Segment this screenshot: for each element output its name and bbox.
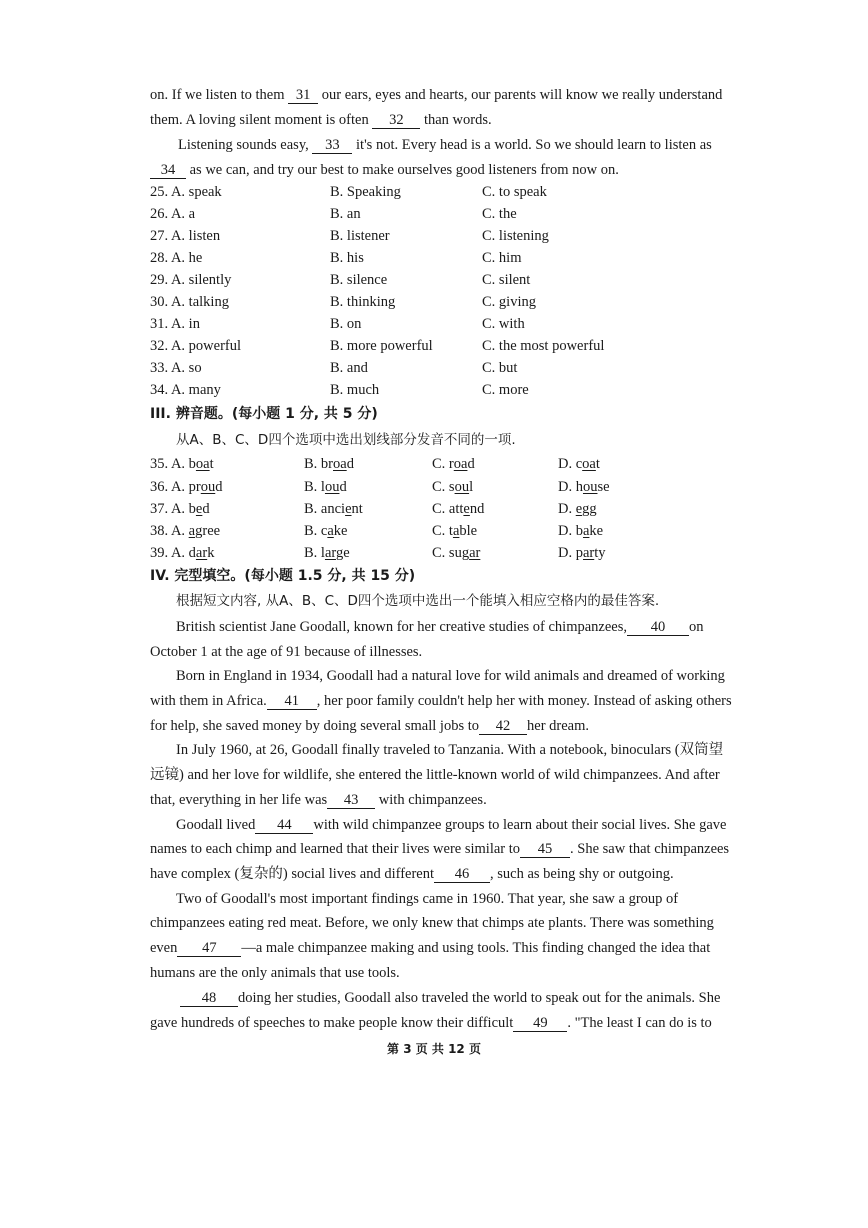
- option-c[interactable]: C. listening: [482, 228, 549, 244]
- option-a[interactable]: 38. A. agree: [150, 523, 221, 539]
- blank-47[interactable]: 47: [177, 940, 241, 957]
- blank-49[interactable]: 49: [513, 1015, 567, 1032]
- option-c[interactable]: C. attend: [432, 501, 485, 517]
- passage-line: names to each chimp and learned that their lives were similar to 45 . She saw that chimpanzees: [150, 841, 730, 857]
- option-d[interactable]: D. coat: [558, 456, 600, 472]
- option-d[interactable]: D. egg: [558, 501, 597, 517]
- option-c[interactable]: C. more: [482, 382, 529, 398]
- option-c[interactable]: C. him: [482, 250, 522, 266]
- option-b[interactable]: B. an: [330, 206, 361, 222]
- section-title: III. 辨音题。(每小题 1 分, 共 5 分): [150, 406, 378, 422]
- passage-line: Two of Goodall's most important findings came in 1960. That year, she saw a group of: [176, 891, 679, 907]
- blank-34[interactable]: 34: [150, 162, 186, 179]
- option-a[interactable]: 30. A. talking: [150, 294, 229, 310]
- passage-line: on. If we listen to them 31 our ears, eyes and hearts, our parents will know we really understand: [150, 87, 723, 103]
- option-c[interactable]: C. but: [482, 360, 518, 376]
- passage-line: for help, she saved money by doing several small jobs to 42 her dream.: [150, 718, 590, 734]
- option-c[interactable]: C. to speak: [482, 184, 547, 200]
- option-a[interactable]: 35. A. boat: [150, 456, 214, 472]
- blank-33[interactable]: 33: [312, 137, 352, 154]
- option-a[interactable]: 25. A. speak: [150, 184, 222, 200]
- option-b[interactable]: B. cake: [304, 523, 348, 539]
- passage-line: Goodall lived 44 with wild chimpanzee groups to learn about their social lives. She gave: [176, 817, 727, 833]
- blank-43[interactable]: 43: [327, 792, 375, 809]
- option-c[interactable]: C. with: [482, 316, 525, 332]
- option-b[interactable]: B. more powerful: [330, 338, 433, 354]
- blank-41[interactable]: 41: [267, 693, 317, 710]
- option-a[interactable]: 37. A. bed: [150, 501, 210, 517]
- option-b[interactable]: B. and: [330, 360, 368, 376]
- passage-line: have complex (复杂的) social lives and different 46 , such as being shy or outgoing.: [150, 866, 674, 882]
- passage-line: gave hundreds of speeches to make people know their difficult 49 . "The least I can do is to: [150, 1015, 712, 1031]
- passage-line: Listening sounds easy, 33 it's not. Every head is a world. So we should learn to listen as: [178, 137, 712, 153]
- blank-48[interactable]: 48: [180, 990, 238, 1007]
- option-b[interactable]: B. much: [330, 382, 380, 398]
- option-c[interactable]: C. the most powerful: [482, 338, 605, 354]
- passage-line: humans are the only animals that use tools.: [150, 965, 400, 981]
- passage-line: 远镜) and her love for wildlife, she entered the little-known world of wild chimpanzees. And after: [150, 767, 720, 783]
- section-title: IV. 完型填空。(每小题 1.5 分, 共 15 分): [150, 568, 416, 584]
- option-b[interactable]: B. listener: [330, 228, 390, 244]
- option-b[interactable]: B. Speaking: [330, 184, 401, 200]
- option-b[interactable]: B. on: [330, 316, 362, 332]
- blank-46[interactable]: 46: [434, 866, 490, 883]
- option-b[interactable]: B. broad: [304, 456, 354, 472]
- blank-44[interactable]: 44: [255, 817, 313, 834]
- option-a[interactable]: 28. A. he: [150, 250, 203, 266]
- passage-line: with them in Africa. 41 , her poor family couldn't help her with money. Instead of asking others: [150, 693, 732, 709]
- option-a[interactable]: 29. A. silently: [150, 272, 232, 288]
- option-a[interactable]: 27. A. listen: [150, 228, 221, 244]
- option-c[interactable]: C. the: [482, 206, 517, 222]
- option-b[interactable]: B. silence: [330, 272, 388, 288]
- page-number: 第 3 页 共 12 页: [387, 1042, 481, 1056]
- passage-line: Born in England in 1934, Goodall had a natural love for wild animals and dreamed of working: [176, 668, 725, 684]
- option-a[interactable]: 33. A. so: [150, 360, 202, 376]
- option-c[interactable]: C. table: [432, 523, 478, 539]
- option-b[interactable]: B. loud: [304, 479, 347, 495]
- option-a[interactable]: 32. A. powerful: [150, 338, 242, 354]
- passage-line: British scientist Jane Goodall, known for her creative studies of chimpanzees, 40 on: [176, 619, 704, 635]
- option-c[interactable]: C. silent: [482, 272, 531, 288]
- option-a[interactable]: 39. A. dark: [150, 545, 215, 561]
- blank-40[interactable]: 40: [627, 619, 689, 636]
- passage-line: chimpanzees eating red meat. Before, we only knew that chimps ate plants. There was something: [150, 915, 714, 931]
- option-c[interactable]: C. soul: [432, 479, 474, 495]
- blank-31[interactable]: 31: [288, 87, 318, 104]
- passage-line: October 1 at the age of 91 because of illnesses.: [150, 644, 423, 660]
- option-a[interactable]: 26. A. a: [150, 206, 196, 222]
- passage-line: 48 doing her studies, Goodall also traveled the world to speak out for the animals. She: [180, 988, 720, 1008]
- passage-line: 34 as we can, and try our best to make ourselves good listeners from now on.: [150, 160, 619, 180]
- passage-line: even 47 —a male chimpanzee making and using tools. This finding changed the idea that: [150, 940, 711, 956]
- blank-45[interactable]: 45: [520, 841, 570, 858]
- option-c[interactable]: C. road: [432, 456, 475, 472]
- section-instruction: 从A、B、C、D四个选项中选出划线部分发音不同的一项.: [176, 432, 516, 448]
- option-d[interactable]: D. house: [558, 479, 610, 495]
- option-d[interactable]: D. bake: [558, 523, 604, 539]
- passage-line: that, everything in her life was 43 with chimpanzees.: [150, 792, 487, 808]
- section-instruction: 根据短文内容, 从A、B、C、D四个选项中选出一个能填入相应空格内的最佳答案.: [176, 593, 660, 609]
- option-b[interactable]: B. ancient: [304, 501, 363, 517]
- option-c[interactable]: C. giving: [482, 294, 536, 310]
- passage-line: them. A loving silent moment is often 32 than words.: [150, 112, 492, 128]
- option-c[interactable]: C. sugar: [432, 545, 481, 561]
- option-a[interactable]: 34. A. many: [150, 382, 221, 398]
- option-a[interactable]: 31. A. in: [150, 316, 200, 332]
- option-b[interactable]: B. thinking: [330, 294, 396, 310]
- blank-42[interactable]: 42: [479, 718, 527, 735]
- option-b[interactable]: B. large: [304, 545, 350, 561]
- option-b[interactable]: B. his: [330, 250, 364, 266]
- passage-line: In July 1960, at 26, Goodall finally traveled to Tanzania. With a notebook, binoculars (双筒望: [176, 742, 724, 758]
- option-a[interactable]: 36. A. proud: [150, 479, 223, 495]
- option-d[interactable]: D. party: [558, 545, 606, 561]
- blank-32[interactable]: 32: [372, 112, 420, 129]
